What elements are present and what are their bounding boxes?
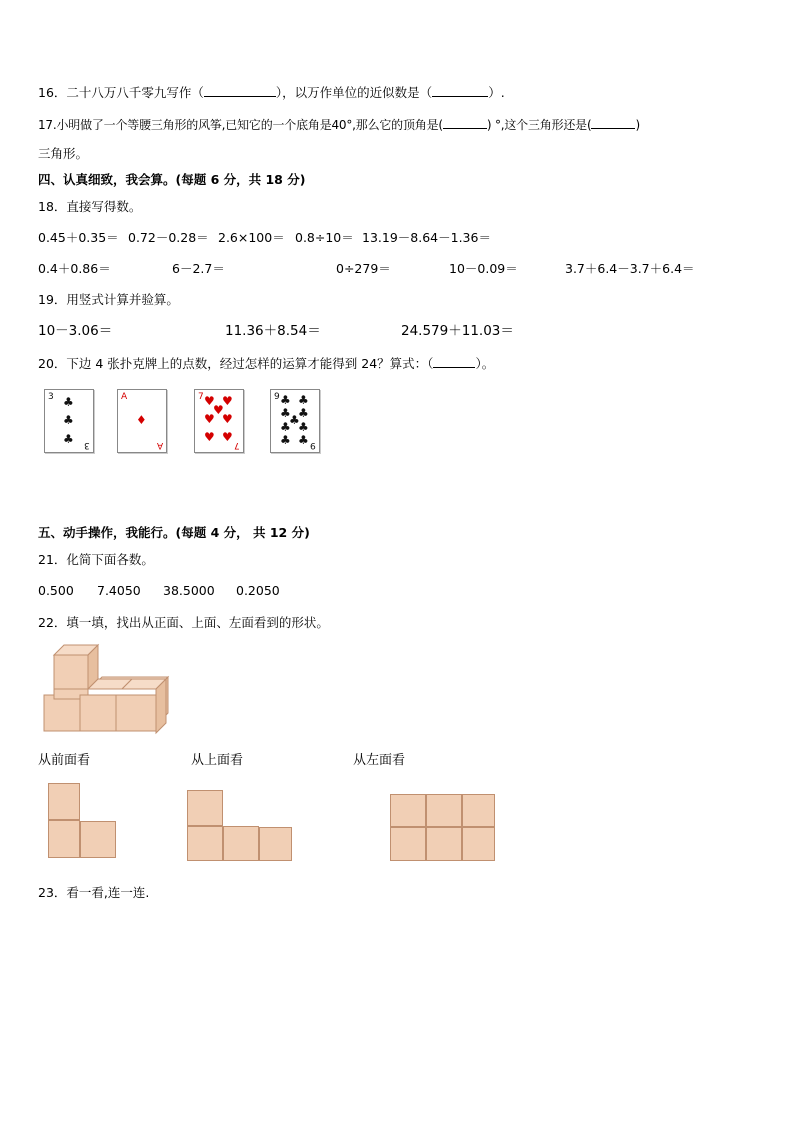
- q16-number: 16．: [38, 85, 67, 100]
- club-icon: ♣: [280, 406, 291, 420]
- card-rank: 3: [84, 440, 90, 450]
- q21-number-1: 0.500: [38, 583, 74, 598]
- q19-item-3: 24.579＋11.03＝: [401, 323, 514, 339]
- q21-number-2: 7.4050: [97, 583, 141, 598]
- section-4-heading: 四、认真细致，我会算。(每题 6 分，共 18 分): [38, 172, 306, 187]
- q18-r2-c1: 0.4＋0.86＝: [38, 261, 111, 276]
- card-rank: 9: [274, 392, 280, 402]
- club-icon: ♣: [63, 432, 74, 446]
- card-rank: A: [156, 440, 163, 450]
- top-view-square: [259, 827, 292, 861]
- q16-text-a: 二十八万八千零九写作（: [66, 85, 204, 100]
- q18-r1-c4: 0.8÷10＝: [295, 230, 354, 245]
- playing-card-9-clubs: [270, 389, 320, 453]
- q18-r2-c4: 10－0.09＝: [449, 261, 518, 276]
- q16-blank-2[interactable]: [432, 84, 488, 97]
- q17-blank-1[interactable]: [443, 116, 487, 129]
- playing-card-3-clubs: [44, 389, 94, 453]
- playing-card-7-hearts: [194, 389, 244, 453]
- q20-text-b: ）。: [475, 356, 495, 371]
- q19-title: 19．用竖式计算并验算。: [38, 292, 179, 307]
- cube-structure-figure: [42, 643, 182, 735]
- club-icon: ♣: [298, 420, 309, 434]
- q22-title: 22．填一填，找出从正面、上面、左面看到的形状。: [38, 615, 329, 630]
- diamond-icon: ♦: [136, 413, 147, 427]
- q16-text-c: ）.: [488, 85, 505, 100]
- club-icon: ♣: [63, 395, 74, 409]
- q18-r1-c1: 0.45＋0.35＝: [38, 230, 119, 245]
- q19-item-1: 10－3.06＝: [38, 323, 113, 339]
- q18-title: 18．直接写得数。: [38, 199, 142, 214]
- q21-title: 21．化简下面各数。: [38, 552, 154, 567]
- top-view-square: [187, 790, 223, 826]
- q18-r1-c3: 2.6×100＝: [218, 230, 285, 245]
- question-17: [38, 116, 640, 133]
- question-20: [38, 355, 494, 372]
- front-view-square: [48, 820, 80, 858]
- front-view-square: [48, 783, 80, 820]
- top-view-label: 从上面看: [191, 753, 244, 768]
- heart-icon: ♥: [222, 430, 233, 444]
- left-view-square: [462, 827, 495, 861]
- left-view-square: [390, 827, 426, 861]
- heart-icon: ♥: [213, 403, 224, 417]
- section-5-heading: 五、动手操作，我能行。(每题 4 分， 共 12 分): [38, 525, 310, 540]
- q18-r1-c2: 0.72－0.28＝: [128, 230, 209, 245]
- club-icon: ♣: [280, 433, 291, 447]
- playing-card-ace-diamonds: [117, 389, 167, 453]
- heart-icon: ♥: [204, 394, 215, 408]
- club-icon: ♣: [298, 433, 309, 447]
- q16-text-b: ），以万作单位的近似数是（: [275, 85, 433, 100]
- club-icon: ♣: [280, 393, 291, 407]
- q21-number-4: 0.2050: [236, 583, 280, 598]
- q18-r2-c3: 0÷279＝: [336, 261, 391, 276]
- q17-line2: 三角形。: [38, 146, 89, 161]
- top-view-square: [187, 826, 223, 861]
- q17-text-c: ): [635, 118, 640, 132]
- question-16: [38, 84, 505, 101]
- top-view-square: [223, 826, 259, 861]
- q23-title: 23．看一看,连一连.: [38, 885, 150, 900]
- q19-item-2: 11.36＋8.54＝: [225, 323, 321, 339]
- club-icon: ♣: [289, 413, 300, 427]
- left-view-label: 从左面看: [353, 753, 406, 768]
- card-rank: 3: [48, 392, 54, 402]
- front-view-label: 从前面看: [38, 753, 91, 768]
- left-view-square: [426, 827, 462, 861]
- heart-icon: ♥: [204, 430, 215, 444]
- q18-r2-c5: 3.7＋6.4－3.7＋6.4＝: [565, 261, 695, 276]
- left-view-square: [462, 794, 495, 827]
- card-rank: 7: [198, 392, 204, 402]
- q16-blank-1[interactable]: [204, 84, 276, 97]
- q17-blank-2[interactable]: [591, 116, 635, 129]
- q20-blank[interactable]: [433, 355, 475, 368]
- left-view-square: [426, 794, 462, 827]
- front-view-square: [80, 821, 116, 858]
- q18-r2-c2: 6－2.7＝: [172, 261, 225, 276]
- heart-icon: ♥: [204, 412, 215, 426]
- club-icon: ♣: [298, 406, 309, 420]
- heart-icon: ♥: [222, 412, 233, 426]
- q20-text-a: 20．下边 4 张扑克牌上的点数，经过怎样的运算才能得到 24？算式：（: [38, 356, 434, 371]
- q17-text-a: 17.小明做了一个等腰三角形的风筝,已知它的一个底角是40°,那么它的顶角是(: [38, 118, 443, 132]
- left-view-square: [390, 794, 426, 827]
- card-rank: 9: [310, 440, 316, 450]
- q18-r1-c5: 13.19－8.64－1.36＝: [362, 230, 491, 245]
- club-icon: ♣: [63, 413, 74, 427]
- club-icon: ♣: [280, 420, 291, 434]
- heart-icon: ♥: [222, 394, 233, 408]
- q17-text-b: ) °,这个三角形还是(: [486, 118, 592, 132]
- q21-number-3: 38.5000: [163, 583, 215, 598]
- card-rank: 7: [234, 440, 240, 450]
- card-rank: A: [121, 392, 128, 402]
- club-icon: ♣: [298, 393, 309, 407]
